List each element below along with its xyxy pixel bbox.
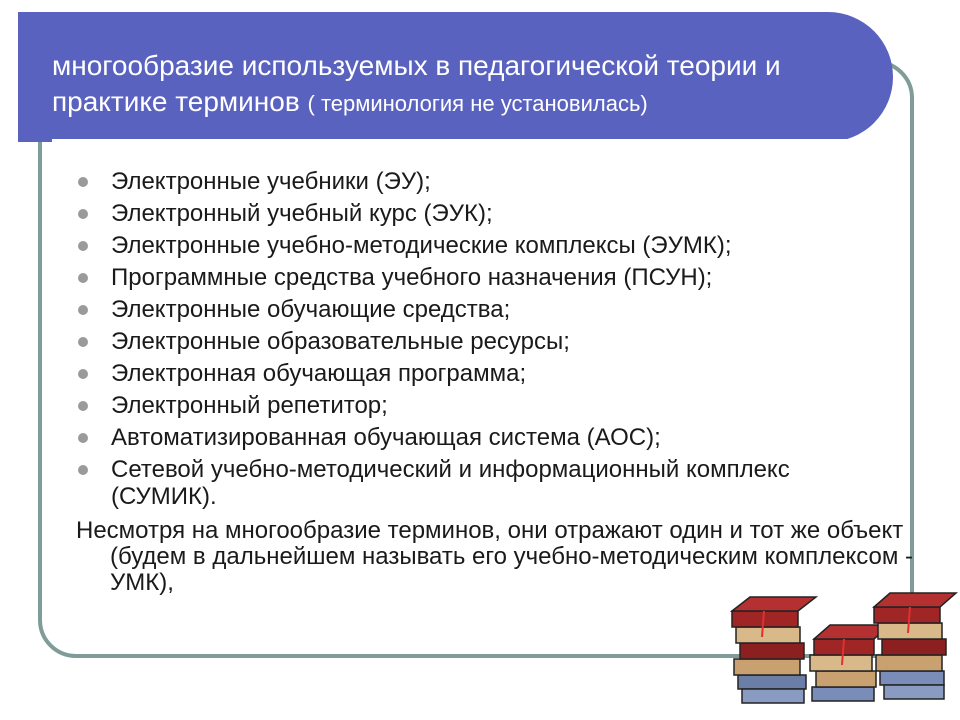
list-item [78,168,878,195]
list-item [78,360,878,387]
bullet-icon [78,209,88,219]
title-underline [52,139,867,142]
list-item [78,392,878,419]
slide-title-sub: ( терминология не установилась) [307,91,648,116]
slide-title-main: многообразие используемых в педагогической теории и практике терминов [52,50,781,117]
bullet-icon [78,433,88,443]
list-item [78,232,878,259]
terms-list [78,168,878,515]
list-item-text: Электронная обучающая программа; [111,360,527,387]
title-banner [18,12,893,142]
bullet-icon [78,369,88,379]
list-item [78,200,878,227]
book-stack-left [732,597,816,703]
conclusion-text: Несмотря на многообразие терминов, они отражают один и тот же объект (будем в дальнейшем называть его учебно-методическим комплексом - УМК), [76,517,913,596]
bullet-icon [78,241,88,251]
slide-title [52,48,872,122]
list-item-text: Электронные обучающие средства; [111,296,511,323]
list-item-text: Электронный репетитор; [111,392,388,419]
bullet-icon [78,401,88,411]
bullet-icon [78,177,88,187]
list-item [78,456,878,510]
list-item-text: Электронные учебно-методические комплексы (ЭУМК); [111,232,732,259]
list-item [78,264,878,291]
bullet-icon [78,465,88,475]
list-item-text: Автоматизированная обучающая система (АОС); [111,424,661,451]
list-item [78,296,878,323]
list-item-text: Электронный учебный курс (ЭУК); [111,200,493,227]
list-item-text: Сетевой учебно-методический и информационный комплекс (СУМИК). [111,456,790,510]
book-stack-right [874,593,956,699]
list-item-text: Электронные образовательные ресурсы; [111,328,570,355]
list-item [78,424,878,451]
list-item [78,328,878,355]
book-stacks-icon [720,575,960,720]
bullet-icon [78,273,88,283]
list-item-text: Электронные учебники (ЭУ); [111,168,431,195]
bullet-icon [78,337,88,347]
bullet-icon [78,305,88,315]
list-item-text: Программные средства учебного назначения (ПСУН); [111,264,713,291]
